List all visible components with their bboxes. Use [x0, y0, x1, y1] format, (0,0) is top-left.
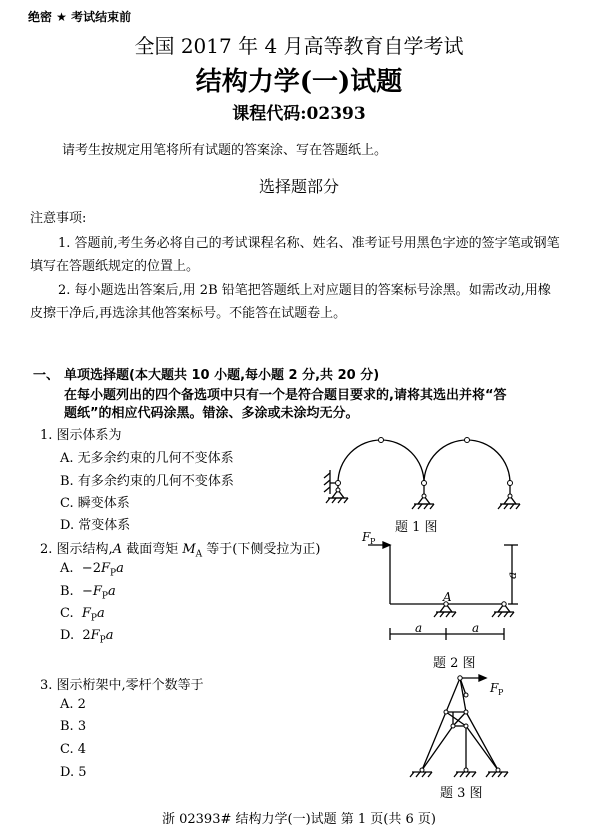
q3-option-a: A. 2 [60, 697, 86, 712]
q2-option-d: D. $2F_Pa$ [60, 628, 114, 646]
q2-dim-2: a [472, 621, 480, 635]
q1-option-d: D. 常变体系 [60, 518, 131, 533]
course-code: 课程代码:02393 [232, 104, 366, 124]
q3-option-c: C. 4 [60, 742, 87, 757]
q2-force-label: F [362, 532, 371, 544]
q3-force-label: F [490, 681, 499, 695]
q2-option-a: A. $-2F_Pa$ [60, 561, 124, 579]
q2-caption: 题 2 图 [433, 656, 476, 671]
notes-heading: 注意事项: [30, 211, 87, 226]
q1-right-arch [424, 440, 510, 483]
part1-desc-line-2: 题纸”的相应代码涂黑。错涂、多涂或未涂均无分。 [64, 406, 359, 421]
q1-caption: 题 1 图 [395, 520, 438, 535]
q1-hinge-right-top [465, 438, 470, 443]
q2-dim-1: a [415, 621, 423, 635]
note-1-line-2: 填写在答题纸规定的位置上。 [30, 259, 200, 274]
q2-option-c: C. $F_Pa$ [60, 606, 105, 624]
q1-hinge-left-top [379, 438, 384, 443]
instruction-text: 请考生按规定用笔将所有试题的答案涂、写在答题纸上。 [62, 143, 388, 158]
q1-left-arch [338, 440, 424, 483]
q1-stem: 1. 图示体系为 [40, 428, 122, 443]
note-1-line-1: 1. 答题前,考生务必将自己的考试课程名称、姓名、准考证号用黑色字迹的签字笔或钢笔 [58, 236, 560, 251]
q2-stem: 2. 图示结构,A 截面弯矩 $M_A$ 等于(下侧受拉为正) [40, 542, 321, 560]
q2-dim-height: a [505, 571, 519, 579]
q2-force-sub: P [370, 537, 376, 546]
q1-option-a: A. 无多余约束的几何不变体系 [60, 451, 234, 466]
page-footer: 浙 02393# 结构力学(一)试题 第 1 页(共 6 页) [161, 812, 436, 827]
section-title: 选择题部分 [258, 177, 339, 196]
q3-option-d: D. 5 [60, 765, 87, 780]
q1-option-b: B. 有多余约束的几何不变体系 [60, 474, 234, 489]
confidential-label: 绝密 ★ 考试结束前 [28, 10, 132, 24]
q3-bar [446, 678, 460, 712]
exam-title: 全国 2017 年 4 月高等教育自学考试 [134, 34, 464, 58]
q2-point-a: A [443, 590, 452, 604]
q1-option-c: C. 瞬变体系 [60, 496, 130, 511]
subject-title: 结构力学(一)试题 [195, 67, 403, 97]
q3-caption: 题 3 图 [440, 786, 483, 801]
part1-number: 一、 [33, 368, 60, 383]
part1-title: 单项选择题(本大题共 10 小题,每小题 2 分,共 20 分) [64, 368, 380, 383]
part1-desc-line-1: 在每小题列出的四个备选项中只有一个是符合题目要求的,请将其选出并将“答 [64, 388, 507, 403]
q2-option-b: B. $-F_Pa$ [60, 584, 116, 602]
note-2-line-2: 皮擦干净后,再选涂其他答案标号。不能答在试题卷上。 [30, 306, 347, 321]
q3-figure [408, 668, 538, 788]
q3-stem: 3. 图示桁架中,零杆个数等于 [40, 678, 204, 693]
q1-hinge-middle [422, 481, 427, 486]
q3-force-sub: P [498, 688, 504, 697]
note-2-line-1: 2. 每小题选出答案后,用 2B 铅笔把答题纸上对应题目的答案标号涂黑。如需改动,用橡 [58, 283, 551, 298]
q2-figure [358, 532, 538, 652]
q3-option-b: B. 3 [60, 719, 87, 734]
